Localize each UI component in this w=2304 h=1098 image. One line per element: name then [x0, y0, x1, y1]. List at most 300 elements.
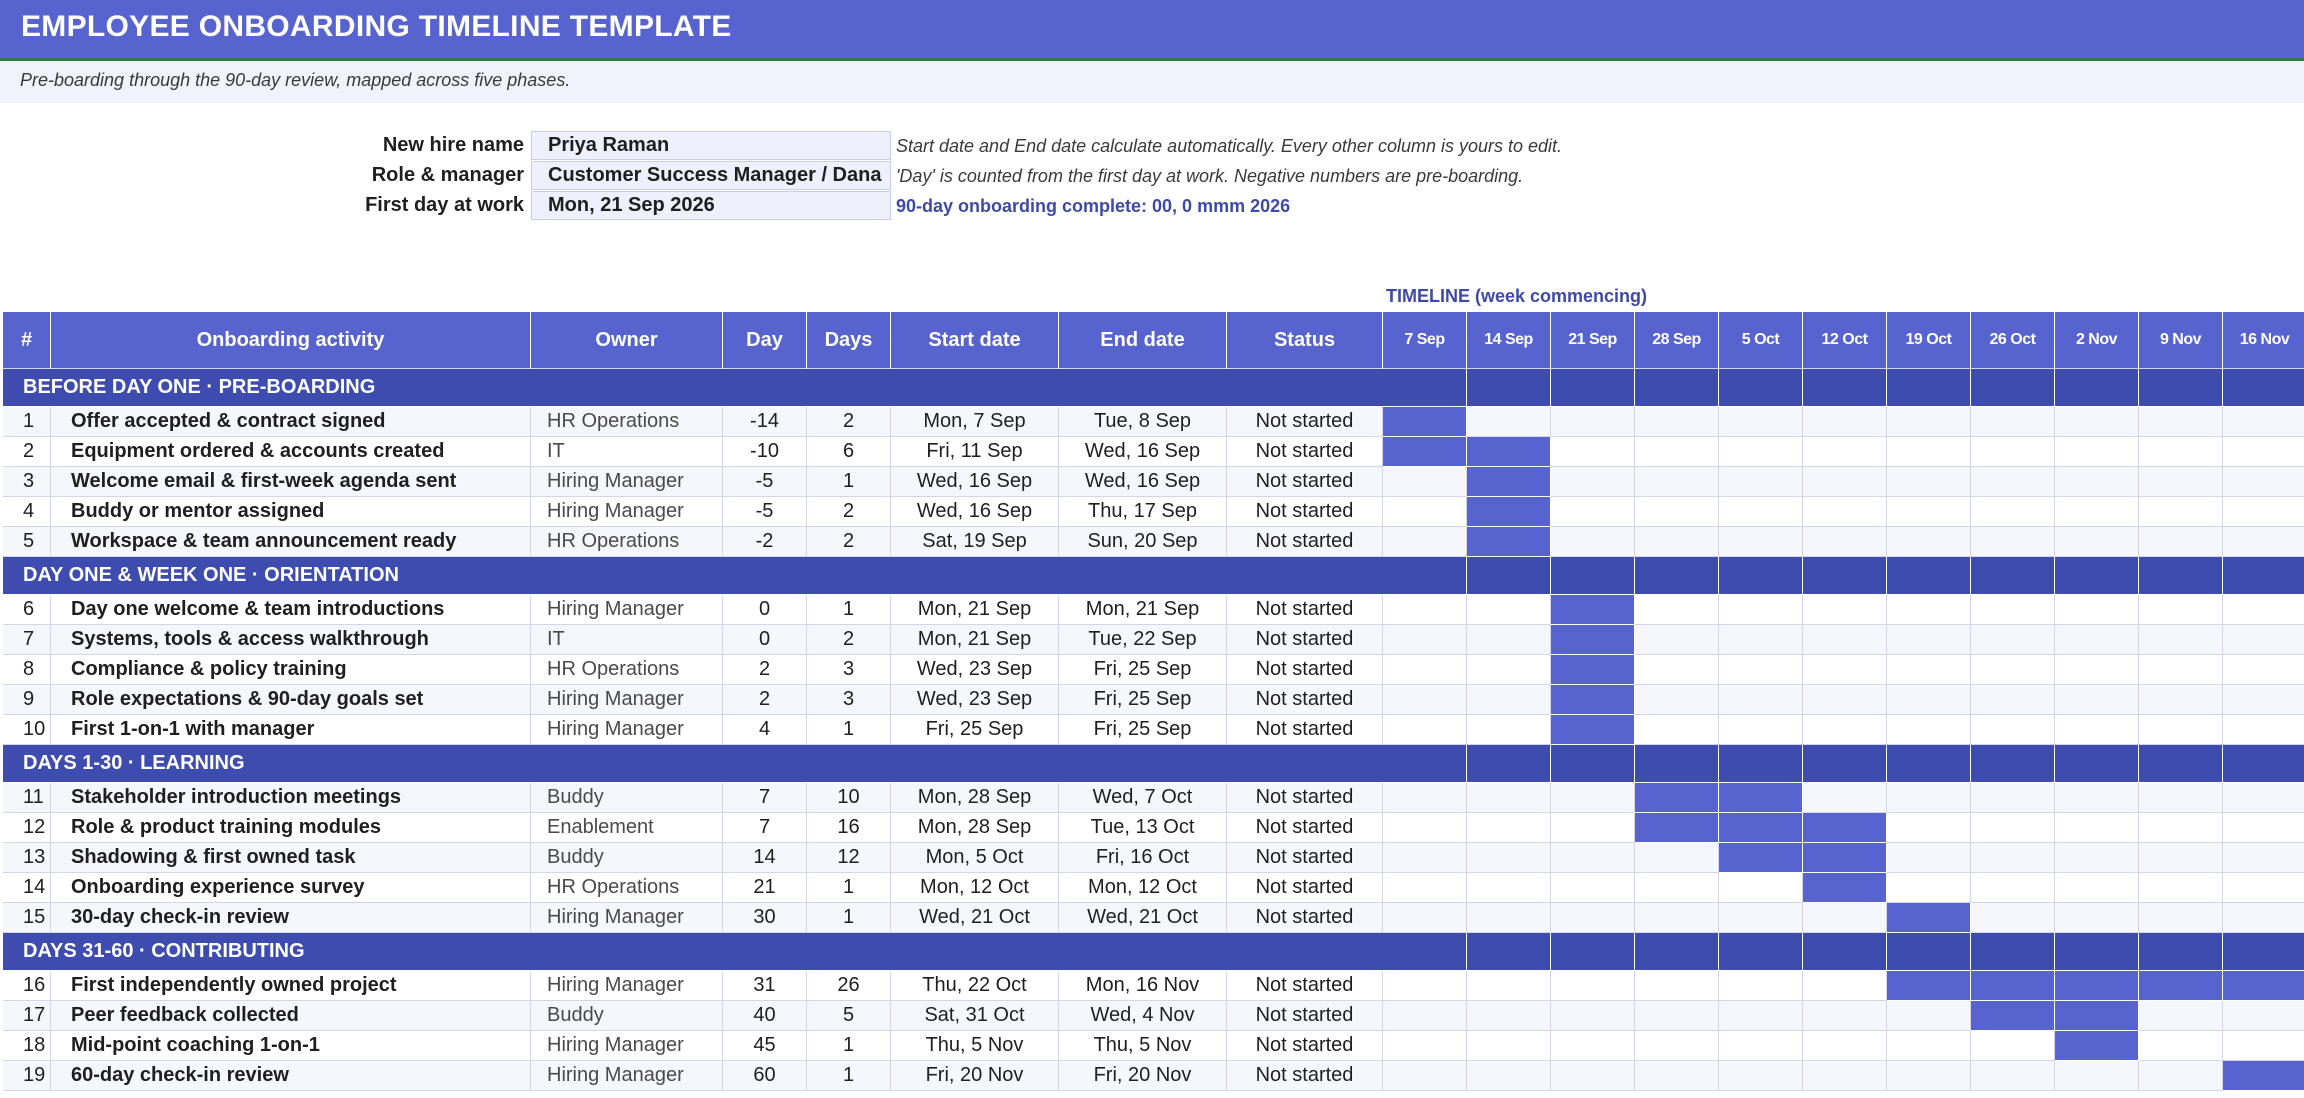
task-start-date-cell[interactable]: Mon, 21 Sep — [891, 625, 1059, 655]
task-day-cell[interactable]: 60 — [723, 1061, 807, 1091]
task-end-date-cell[interactable]: Fri, 25 Sep — [1059, 715, 1227, 745]
task-num-cell: 11 — [3, 783, 51, 813]
task-owner-cell[interactable]: HR Operations — [531, 873, 723, 903]
week-header: 16 Nov — [2223, 312, 2304, 369]
task-activity-cell[interactable]: Stakeholder introduction meetings — [51, 783, 531, 813]
task-days-cell[interactable]: 16 — [807, 813, 891, 843]
phase-timeline-band — [1635, 557, 1719, 595]
timeline-cell — [1887, 437, 1971, 467]
task-status-cell[interactable]: Not started — [1227, 1031, 1383, 1061]
column-header-start-date: Start date — [891, 312, 1059, 369]
task-day-cell[interactable]: 7 — [723, 783, 807, 813]
timeline-cell — [1467, 715, 1551, 745]
task-end-date-cell[interactable]: Thu, 17 Sep — [1059, 497, 1227, 527]
task-owner-cell[interactable]: HR Operations — [531, 655, 723, 685]
phase-timeline-band — [1887, 557, 1971, 595]
timeline-cell — [1467, 971, 1551, 1001]
timeline-cell — [1383, 813, 1467, 843]
timeline-cell — [1551, 843, 1635, 873]
timeline-cell — [1383, 903, 1467, 933]
task-end-date-cell[interactable]: Thu, 5 Nov — [1059, 1031, 1227, 1061]
task-status-cell[interactable]: Not started — [1227, 873, 1383, 903]
timeline-cell — [2055, 813, 2139, 843]
timeline-cell — [2139, 407, 2223, 437]
task-status-cell[interactable]: Not started — [1227, 437, 1383, 467]
task-days-cell[interactable]: 2 — [807, 527, 891, 557]
task-days-cell[interactable]: 1 — [807, 715, 891, 745]
task-status-cell[interactable]: Not started — [1227, 903, 1383, 933]
task-owner-cell[interactable]: Hiring Manager — [531, 595, 723, 625]
timeline-bar — [2055, 971, 2139, 1001]
task-day-cell[interactable]: 21 — [723, 873, 807, 903]
timeline-cell — [2139, 437, 2223, 467]
phase-timeline-band — [1803, 745, 1887, 783]
task-days-cell[interactable]: 2 — [807, 407, 891, 437]
timeline-cell — [2055, 903, 2139, 933]
task-activity-cell[interactable]: First independently owned project — [51, 971, 531, 1001]
phase-timeline-band — [1803, 369, 1887, 407]
task-status-cell[interactable]: Not started — [1227, 783, 1383, 813]
timeline-cell — [2139, 1061, 2223, 1091]
timeline-cell — [1383, 715, 1467, 745]
timeline-cell — [1383, 685, 1467, 715]
task-activity-cell[interactable]: Systems, tools & access walkthrough — [51, 625, 531, 655]
task-status-cell[interactable]: Not started — [1227, 595, 1383, 625]
task-owner-cell[interactable]: HR Operations — [531, 527, 723, 557]
timeline-bar — [1803, 813, 1887, 843]
timeline-cell — [1719, 655, 1803, 685]
task-days-cell[interactable]: 26 — [807, 971, 891, 1001]
timeline-cell — [1971, 527, 2055, 557]
task-owner-cell[interactable]: Hiring Manager — [531, 497, 723, 527]
task-start-date-cell[interactable]: Mon, 28 Sep — [891, 813, 1059, 843]
timeline-cell — [1551, 497, 1635, 527]
timeline-bar — [2223, 971, 2304, 1001]
timeline-cell — [2223, 407, 2304, 437]
timeline-cell — [1719, 467, 1803, 497]
task-days-cell[interactable]: 3 — [807, 685, 891, 715]
timeline-cell — [1887, 1061, 1971, 1091]
timeline-cell — [1467, 813, 1551, 843]
task-activity-cell[interactable]: First 1-on-1 with manager — [51, 715, 531, 745]
timeline-cell — [1383, 595, 1467, 625]
task-days-cell[interactable]: 1 — [807, 595, 891, 625]
first-day-field[interactable]: Mon, 21 Sep 2026 — [531, 191, 891, 220]
phase-header: DAYS 1-30 · LEARNING — [3, 745, 1383, 783]
task-start-date-cell[interactable]: Wed, 23 Sep — [891, 655, 1059, 685]
task-end-date-cell[interactable]: Tue, 8 Sep — [1059, 407, 1227, 437]
timeline-cell — [2055, 685, 2139, 715]
task-owner-cell[interactable]: Hiring Manager — [531, 971, 723, 1001]
timeline-bar — [1383, 407, 1467, 437]
task-day-cell[interactable]: 2 — [723, 655, 807, 685]
phase-timeline-band — [1719, 369, 1803, 407]
timeline-cell — [1551, 1001, 1635, 1031]
timeline-cell — [1971, 715, 2055, 745]
timeline-cell — [1887, 843, 1971, 873]
timeline-cell — [1887, 467, 1971, 497]
task-end-date-cell[interactable]: Tue, 22 Sep — [1059, 625, 1227, 655]
timeline-cell — [1551, 1031, 1635, 1061]
task-days-cell[interactable]: 1 — [807, 1031, 891, 1061]
timeline-cell — [2139, 715, 2223, 745]
task-owner-cell[interactable]: Hiring Manager — [531, 467, 723, 497]
task-end-date-cell[interactable]: Wed, 7 Oct — [1059, 783, 1227, 813]
task-owner-cell[interactable]: Buddy — [531, 843, 723, 873]
timeline-cell — [1635, 715, 1719, 745]
task-status-cell[interactable]: Not started — [1227, 1061, 1383, 1091]
task-start-date-cell[interactable]: Mon, 5 Oct — [891, 843, 1059, 873]
timeline-cell — [1467, 843, 1551, 873]
timeline-cell — [1551, 971, 1635, 1001]
phase-timeline-band — [1803, 557, 1887, 595]
first-day-label: First day at work — [365, 194, 524, 216]
task-owner-cell[interactable]: Hiring Manager — [531, 1061, 723, 1091]
phase-timeline-band — [1383, 557, 1467, 595]
task-activity-cell[interactable]: Equipment ordered & accounts created — [51, 437, 531, 467]
week-header: 26 Oct — [1971, 312, 2055, 369]
task-activity-cell[interactable]: Mid-point coaching 1-on-1 — [51, 1031, 531, 1061]
timeline-bar — [1719, 813, 1803, 843]
task-day-cell[interactable]: 0 — [723, 625, 807, 655]
task-day-cell[interactable]: 30 — [723, 903, 807, 933]
timeline-cell — [1887, 783, 1971, 813]
timeline-bar — [1383, 437, 1467, 467]
phase-timeline-band — [2055, 369, 2139, 407]
timeline-cell — [1971, 813, 2055, 843]
task-owner-cell[interactable]: Hiring Manager — [531, 1031, 723, 1061]
timeline-cell — [2223, 437, 2304, 467]
timeline-cell — [1887, 407, 1971, 437]
column-header-activity: Onboarding activity — [51, 312, 531, 369]
timeline-cell — [1383, 655, 1467, 685]
timeline-bar — [1635, 783, 1719, 813]
timeline-cell — [1635, 625, 1719, 655]
task-owner-cell[interactable]: Buddy — [531, 783, 723, 813]
timeline-cell — [1803, 407, 1887, 437]
task-activity-cell[interactable]: Welcome email & first-week agenda sent — [51, 467, 531, 497]
task-start-date-cell[interactable]: Wed, 16 Sep — [891, 467, 1059, 497]
timeline-cell — [2055, 843, 2139, 873]
phase-timeline-band — [1551, 557, 1635, 595]
timeline-cell — [1887, 497, 1971, 527]
phase-timeline-band — [1803, 933, 1887, 971]
timeline-cell — [2139, 527, 2223, 557]
timeline-bar — [2223, 1061, 2304, 1091]
task-days-cell[interactable]: 10 — [807, 783, 891, 813]
timeline-cell — [1635, 467, 1719, 497]
task-start-date-cell[interactable]: Thu, 5 Nov — [891, 1031, 1059, 1061]
timeline-cell — [1887, 625, 1971, 655]
timeline-cell — [1803, 655, 1887, 685]
timeline-cell — [1803, 715, 1887, 745]
phase-timeline-band — [1971, 933, 2055, 971]
task-num-cell: 19 — [3, 1061, 51, 1091]
task-activity-cell[interactable]: Workspace & team announcement ready — [51, 527, 531, 557]
timeline-cell — [1635, 1001, 1719, 1031]
task-owner-cell[interactable]: Hiring Manager — [531, 903, 723, 933]
task-num-cell: 10 — [3, 715, 51, 745]
phase-timeline-band — [1383, 933, 1467, 971]
task-days-cell[interactable]: 1 — [807, 1061, 891, 1091]
timeline-cell — [1803, 595, 1887, 625]
info-note-day: 'Day' is counted from the first day at work. Negative numbers are pre-boarding. — [896, 166, 1524, 186]
task-end-date-cell[interactable]: Mon, 12 Oct — [1059, 873, 1227, 903]
task-status-cell[interactable]: Not started — [1227, 467, 1383, 497]
phase-timeline-band — [1467, 745, 1551, 783]
timeline-cell — [1719, 873, 1803, 903]
timeline-cell — [1635, 971, 1719, 1001]
task-start-date-cell[interactable]: Fri, 25 Sep — [891, 715, 1059, 745]
timeline-cell — [1803, 527, 1887, 557]
task-activity-cell[interactable]: Peer feedback collected — [51, 1001, 531, 1031]
timeline-cell — [1719, 1001, 1803, 1031]
phase-timeline-band — [1383, 369, 1467, 407]
timeline-cell — [1719, 497, 1803, 527]
phase-header: BEFORE DAY ONE · PRE-BOARDING — [3, 369, 1383, 407]
task-day-cell[interactable]: -5 — [723, 497, 807, 527]
task-status-cell[interactable]: Not started — [1227, 1001, 1383, 1031]
task-start-date-cell[interactable]: Wed, 16 Sep — [891, 497, 1059, 527]
timeline-cell — [1971, 1031, 2055, 1061]
timeline-cell — [1467, 1001, 1551, 1031]
timeline-cell — [1887, 1031, 1971, 1061]
timeline-bar — [1719, 783, 1803, 813]
timeline-cell — [1383, 843, 1467, 873]
task-activity-cell[interactable]: Onboarding experience survey — [51, 873, 531, 903]
task-days-cell[interactable]: 6 — [807, 437, 891, 467]
phase-timeline-band — [2139, 557, 2223, 595]
task-day-cell[interactable]: 7 — [723, 813, 807, 843]
timeline-cell — [2055, 407, 2139, 437]
task-day-cell[interactable]: 45 — [723, 1031, 807, 1061]
task-start-date-cell[interactable]: Mon, 21 Sep — [891, 595, 1059, 625]
timeline-cell — [2223, 1001, 2304, 1031]
task-status-cell[interactable]: Not started — [1227, 813, 1383, 843]
task-owner-cell[interactable]: Enablement — [531, 813, 723, 843]
timeline-cell — [1887, 873, 1971, 903]
timeline-cell — [2223, 497, 2304, 527]
task-days-cell[interactable]: 2 — [807, 625, 891, 655]
task-days-cell[interactable]: 2 — [807, 497, 891, 527]
timeline-cell — [1467, 903, 1551, 933]
task-start-date-cell[interactable]: Mon, 7 Sep — [891, 407, 1059, 437]
task-start-date-cell[interactable]: Thu, 22 Oct — [891, 971, 1059, 1001]
timeline-cell — [1971, 783, 2055, 813]
role-manager-label: Role & manager — [371, 164, 524, 186]
phase-timeline-band — [1635, 933, 1719, 971]
timeline-cell — [1635, 873, 1719, 903]
task-activity-cell[interactable]: Buddy or mentor assigned — [51, 497, 531, 527]
task-activity-cell[interactable]: Compliance & policy training — [51, 655, 531, 685]
task-day-cell[interactable]: 14 — [723, 843, 807, 873]
timeline-cell — [1551, 437, 1635, 467]
role-manager-field[interactable]: Customer Success Manager / Dana — [531, 161, 891, 190]
timeline-cell — [1467, 685, 1551, 715]
timeline-cell — [2055, 783, 2139, 813]
timeline-cell — [2223, 843, 2304, 873]
task-end-date-cell[interactable]: Mon, 21 Sep — [1059, 595, 1227, 625]
task-day-cell[interactable]: -5 — [723, 467, 807, 497]
phase-timeline-band — [2223, 745, 2304, 783]
task-activity-cell[interactable]: Offer accepted & contract signed — [51, 407, 531, 437]
task-end-date-cell[interactable]: Fri, 16 Oct — [1059, 843, 1227, 873]
task-activity-cell[interactable]: Role & product training modules — [51, 813, 531, 843]
timeline-bar — [1803, 873, 1887, 903]
task-status-cell[interactable]: Not started — [1227, 715, 1383, 745]
timeline-bar — [1887, 971, 1971, 1001]
task-start-date-cell[interactable]: Fri, 11 Sep — [891, 437, 1059, 467]
timeline-cell — [2223, 783, 2304, 813]
task-owner-cell[interactable]: IT — [531, 437, 723, 467]
timeline-cell — [1719, 715, 1803, 745]
timeline-cell — [1719, 1061, 1803, 1091]
task-day-cell[interactable]: 31 — [723, 971, 807, 1001]
timeline-cell — [2223, 527, 2304, 557]
task-end-date-cell[interactable]: Sun, 20 Sep — [1059, 527, 1227, 557]
timeline-cell — [1635, 903, 1719, 933]
timeline-cell — [2139, 873, 2223, 903]
task-start-date-cell[interactable]: Wed, 21 Oct — [891, 903, 1059, 933]
task-end-date-cell[interactable]: Fri, 25 Sep — [1059, 655, 1227, 685]
task-start-date-cell[interactable]: Fri, 20 Nov — [891, 1061, 1059, 1091]
task-activity-cell[interactable]: 30-day check-in review — [51, 903, 531, 933]
task-start-date-cell[interactable]: Sat, 31 Oct — [891, 1001, 1059, 1031]
task-status-cell[interactable]: Not started — [1227, 971, 1383, 1001]
timeline-cell — [2139, 1031, 2223, 1061]
new-hire-field[interactable]: Priya Raman — [531, 131, 891, 160]
task-end-date-cell[interactable]: Wed, 16 Sep — [1059, 467, 1227, 497]
task-days-cell[interactable]: 1 — [807, 903, 891, 933]
phase-timeline-band — [1383, 745, 1467, 783]
timeline-cell — [2139, 595, 2223, 625]
week-header: 14 Sep — [1467, 312, 1551, 369]
task-activity-cell[interactable]: Shadowing & first owned task — [51, 843, 531, 873]
task-end-date-cell[interactable]: Fri, 25 Sep — [1059, 685, 1227, 715]
task-day-cell[interactable]: 0 — [723, 595, 807, 625]
task-day-cell[interactable]: -14 — [723, 407, 807, 437]
timeline-cell — [1971, 903, 2055, 933]
timeline-cell — [2223, 903, 2304, 933]
timeline-cell — [1887, 655, 1971, 685]
task-days-cell[interactable]: 1 — [807, 873, 891, 903]
task-days-cell[interactable]: 5 — [807, 1001, 891, 1031]
task-status-cell[interactable]: Not started — [1227, 625, 1383, 655]
task-owner-cell[interactable]: IT — [531, 625, 723, 655]
timeline-cell — [1551, 873, 1635, 903]
timeline-cell — [2223, 873, 2304, 903]
task-start-date-cell[interactable]: Wed, 23 Sep — [891, 685, 1059, 715]
info-note-dates: Start date and End date calculate automatically. Every other column is yours to edit. — [896, 136, 1563, 156]
task-owner-cell[interactable]: Hiring Manager — [531, 685, 723, 715]
timeline-cell — [1551, 813, 1635, 843]
timeline-bar — [1551, 655, 1635, 685]
timeline-cell — [1887, 595, 1971, 625]
task-status-cell[interactable]: Not started — [1227, 407, 1383, 437]
task-status-cell[interactable]: Not started — [1227, 685, 1383, 715]
task-activity-cell[interactable]: Role expectations & 90-day goals set — [51, 685, 531, 715]
task-status-cell[interactable]: Not started — [1227, 655, 1383, 685]
timeline-cell — [2139, 813, 2223, 843]
phase-timeline-band — [2139, 369, 2223, 407]
task-owner-cell[interactable]: Buddy — [531, 1001, 723, 1031]
timeline-cell — [1971, 843, 2055, 873]
timeline-cell — [1971, 407, 2055, 437]
task-status-cell[interactable]: Not started — [1227, 527, 1383, 557]
timeline-cell — [1803, 685, 1887, 715]
phase-timeline-band — [1719, 933, 1803, 971]
task-day-cell[interactable]: 2 — [723, 685, 807, 715]
timeline-cell — [1719, 595, 1803, 625]
task-day-cell[interactable]: -2 — [723, 527, 807, 557]
phase-timeline-band — [2223, 557, 2304, 595]
timeline-bar — [1551, 625, 1635, 655]
timeline-cell — [1383, 1031, 1467, 1061]
task-num-cell: 2 — [3, 437, 51, 467]
task-activity-cell[interactable]: Day one welcome & team introductions — [51, 595, 531, 625]
phase-timeline-band — [2139, 933, 2223, 971]
timeline-cell — [1971, 655, 2055, 685]
timeline-bar — [2139, 971, 2223, 1001]
timeline-cell — [2055, 467, 2139, 497]
task-end-date-cell[interactable]: Mon, 16 Nov — [1059, 971, 1227, 1001]
task-end-date-cell[interactable]: Wed, 4 Nov — [1059, 1001, 1227, 1031]
task-start-date-cell[interactable]: Mon, 28 Sep — [891, 783, 1059, 813]
task-days-cell[interactable]: 12 — [807, 843, 891, 873]
task-status-cell[interactable]: Not started — [1227, 843, 1383, 873]
timeline-cell — [1467, 407, 1551, 437]
task-day-cell[interactable]: 40 — [723, 1001, 807, 1031]
timeline-bar — [1467, 467, 1551, 497]
phase-timeline-band — [1635, 745, 1719, 783]
task-days-cell[interactable]: 3 — [807, 655, 891, 685]
timeline-cell — [2223, 595, 2304, 625]
timeline-cell — [2223, 467, 2304, 497]
timeline-cell — [2055, 1061, 2139, 1091]
task-activity-cell[interactable]: 60-day check-in review — [51, 1061, 531, 1091]
timeline-cell — [1803, 1061, 1887, 1091]
timeline-cell — [1719, 437, 1803, 467]
timeline-cell — [1467, 873, 1551, 903]
task-start-date-cell[interactable]: Sat, 19 Sep — [891, 527, 1059, 557]
timeline-bar — [1551, 685, 1635, 715]
task-days-cell[interactable]: 1 — [807, 467, 891, 497]
task-end-date-cell[interactable]: Wed, 16 Sep — [1059, 437, 1227, 467]
timeline-cell — [1887, 685, 1971, 715]
task-num-cell: 12 — [3, 813, 51, 843]
timeline-cell — [1467, 655, 1551, 685]
timeline-cell — [2139, 497, 2223, 527]
phase-timeline-band — [2055, 557, 2139, 595]
timeline-cell — [1971, 873, 2055, 903]
task-end-date-cell[interactable]: Wed, 21 Oct — [1059, 903, 1227, 933]
task-status-cell[interactable]: Not started — [1227, 497, 1383, 527]
timeline-cell — [2139, 685, 2223, 715]
task-owner-cell[interactable]: Hiring Manager — [531, 715, 723, 745]
timeline-cell — [1467, 595, 1551, 625]
task-day-cell[interactable]: -10 — [723, 437, 807, 467]
task-day-cell[interactable]: 4 — [723, 715, 807, 745]
timeline-cell — [1383, 625, 1467, 655]
task-end-date-cell[interactable]: Fri, 20 Nov — [1059, 1061, 1227, 1091]
column-header-owner: Owner — [531, 312, 723, 369]
task-start-date-cell[interactable]: Mon, 12 Oct — [891, 873, 1059, 903]
task-num-cell: 3 — [3, 467, 51, 497]
page-title: EMPLOYEE ONBOARDING TIMELINE TEMPLATE — [21, 10, 732, 43]
task-owner-cell[interactable]: HR Operations — [531, 407, 723, 437]
task-end-date-cell[interactable]: Tue, 13 Oct — [1059, 813, 1227, 843]
timeline-cell — [1803, 497, 1887, 527]
